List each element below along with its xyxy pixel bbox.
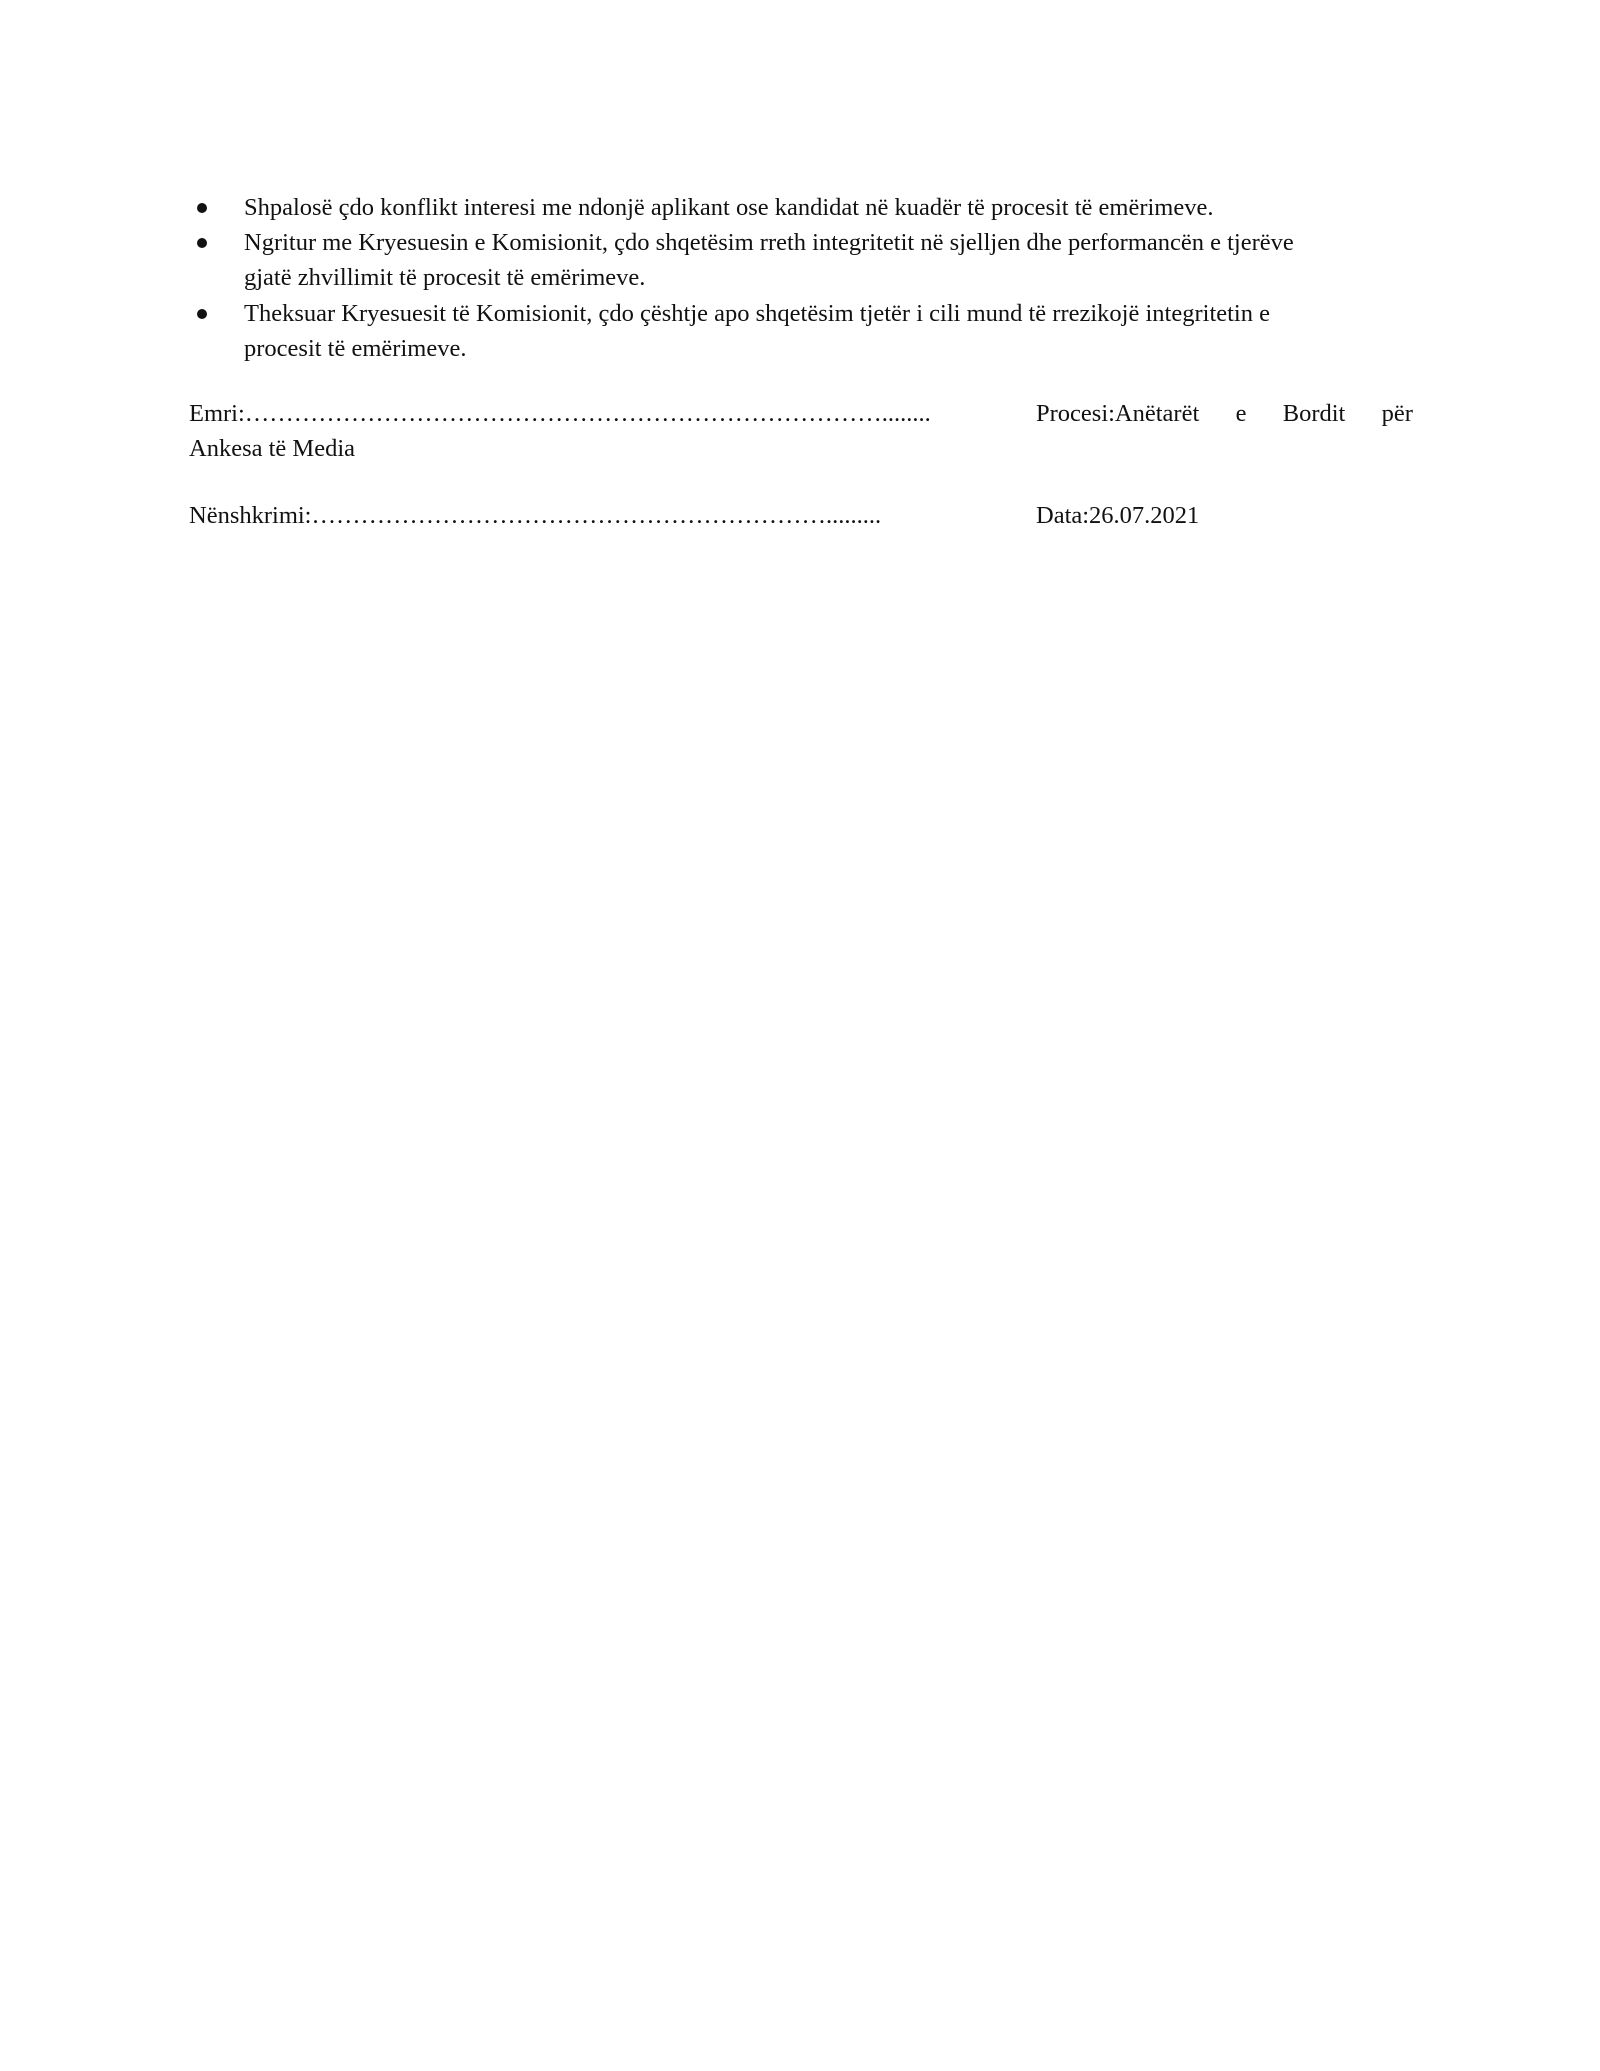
bullet-line: Theksuar Kryesuesit të Komisionit, çdo çështje apo shqetësim tjetër i cili mund të rrezikojë integritetin e	[244, 300, 1270, 327]
bullet-item-raise-concern	[244, 225, 1424, 295]
signature-field: Nënshkrimi:……………………………………………………….........	[189, 502, 882, 529]
process-field	[1036, 396, 1413, 431]
bullet-line: procesit të emërimeve.	[244, 335, 467, 362]
bullet-line: gjatë zhvillimit të procesit të emërimeve.	[244, 264, 646, 291]
bullet-marker	[197, 203, 207, 213]
process-word: Procesi:Anëtarët	[1036, 400, 1200, 427]
bullet-marker	[197, 238, 207, 248]
name-field: Emri:……………………………………………………………………........	[189, 400, 931, 427]
bullet-item-emphasize-issue	[244, 296, 1424, 366]
bullet-line: Ngritur me Kryesuesin e Komisionit, çdo shqetësim rreth integritetit në sjelljen dhe performancën e tjerëve	[244, 229, 1294, 256]
process-field-continuation: Ankesa të Media	[189, 435, 355, 462]
bullet-line: Shpalosë çdo konflikt interesi me ndonjë aplikant ose kandidat në kuadër të procesit të emërimeve.	[244, 194, 1214, 221]
process-word: e	[1235, 400, 1247, 427]
date-field: Data:26.07.2021	[1036, 502, 1200, 529]
process-word: Bordit	[1282, 400, 1346, 427]
bullet-item-disclose-conflict	[244, 190, 1424, 225]
bullet-marker	[197, 309, 207, 319]
process-word: për	[1381, 400, 1413, 427]
